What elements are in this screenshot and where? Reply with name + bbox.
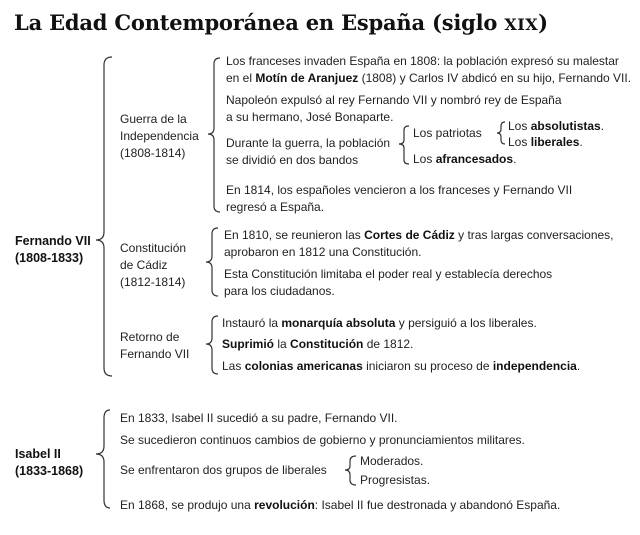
isabel-brace xyxy=(96,410,110,508)
guerra-p3-line1: Durante la guerra, la población xyxy=(226,136,391,150)
isabel-p4: En 1868, se produjo una revolución: Isabel II fue destronada y abandonó España. xyxy=(120,498,561,512)
progresistas-text: Progresistas. xyxy=(360,473,431,487)
cadiz-label-l3: (1812-1814) xyxy=(120,275,186,289)
cadiz-label-l2: de Cádiz xyxy=(120,258,168,272)
retorno-p2: Suprimió la Constitución de 1812. xyxy=(222,337,414,351)
fernando-label-name: Fernando VII xyxy=(15,234,91,248)
guerra-p4-line1: En 1814, los españoles vencieron a los franceses y Fernando VII xyxy=(226,183,573,197)
patriotas-text: Los patriotas xyxy=(413,126,482,140)
cadiz-p2-line1: Esta Constitución limitaba el poder real y establecía derechos xyxy=(224,267,553,281)
retorno-p3: Las colonias americanas iniciaron su proceso de independencia. xyxy=(222,359,581,373)
isabel-p3: Se enfrentaron dos grupos de liberales xyxy=(120,463,327,477)
isabel-p1: En 1833, Isabel II sucedió a su padre, Fernando VII. xyxy=(120,411,398,425)
guerra-label-l1: Guerra de la xyxy=(120,112,187,126)
cadiz-p2-line2: para los ciudadanos. xyxy=(224,284,335,298)
guerra-p1-line2: en el Motín de Aranjuez (1808) y Carlos IV abdicó en su hijo, Fernando VII. xyxy=(226,71,632,85)
guerra-brace xyxy=(208,58,220,212)
fernando-label-dates: (1808-1833) xyxy=(15,251,84,265)
guerra-p1-line1: Los franceses invaden España en 1808: la población expresó su malestar xyxy=(226,54,619,68)
isabel-p2: Se sucedieron continuos cambios de gobierno y pronunciamientos militares. xyxy=(120,433,525,447)
guerra-label-l3: (1808-1814) xyxy=(120,146,186,160)
absolutistas-text: Los absolutistas. xyxy=(508,119,605,133)
cadiz-p1-line1: En 1810, se reunieron las Cortes de Cádiz y tras largas conversaciones, xyxy=(224,228,614,242)
afrancesados-text: Los afrancesados. xyxy=(413,152,517,166)
liberales-brace xyxy=(345,456,356,485)
retorno-p1: Instauró la monarquía absoluta y persiguió a los liberales. xyxy=(222,316,537,330)
guerra-p3-line2: se dividió en dos bandos xyxy=(226,153,359,167)
patriotas-brace xyxy=(497,122,505,144)
moderados-text: Moderados. xyxy=(360,454,424,468)
retorno-label-l1: Retorno de xyxy=(120,330,180,344)
guerra-p2-line1: Napoleón expulsó al rey Fernando VII y nombró rey de España xyxy=(226,93,562,107)
cadiz-p1-line2: aprobaron en 1812 una Constitución. xyxy=(224,245,422,259)
isabel-label-name: Isabel II xyxy=(15,447,61,461)
cadiz-label-l1: Constitución xyxy=(120,241,187,255)
guerra-label-l2: Independencia xyxy=(120,129,199,143)
page-title: La Edad Contemporánea en España (siglo XIX) xyxy=(14,10,548,35)
guerra-p2-line2: a su hermano, José Bonaparte. xyxy=(226,110,394,124)
liberales-text: Los liberales. xyxy=(508,135,583,149)
isabel-label-dates: (1833-1868) xyxy=(15,464,84,478)
fernando-brace xyxy=(96,57,112,376)
retorno-label-l2: Fernando VII xyxy=(120,347,190,361)
retorno-brace xyxy=(206,316,218,374)
guerra-p4-line2: regresó a España. xyxy=(226,200,325,214)
bandos-brace xyxy=(399,126,409,164)
cadiz-brace xyxy=(206,228,218,296)
